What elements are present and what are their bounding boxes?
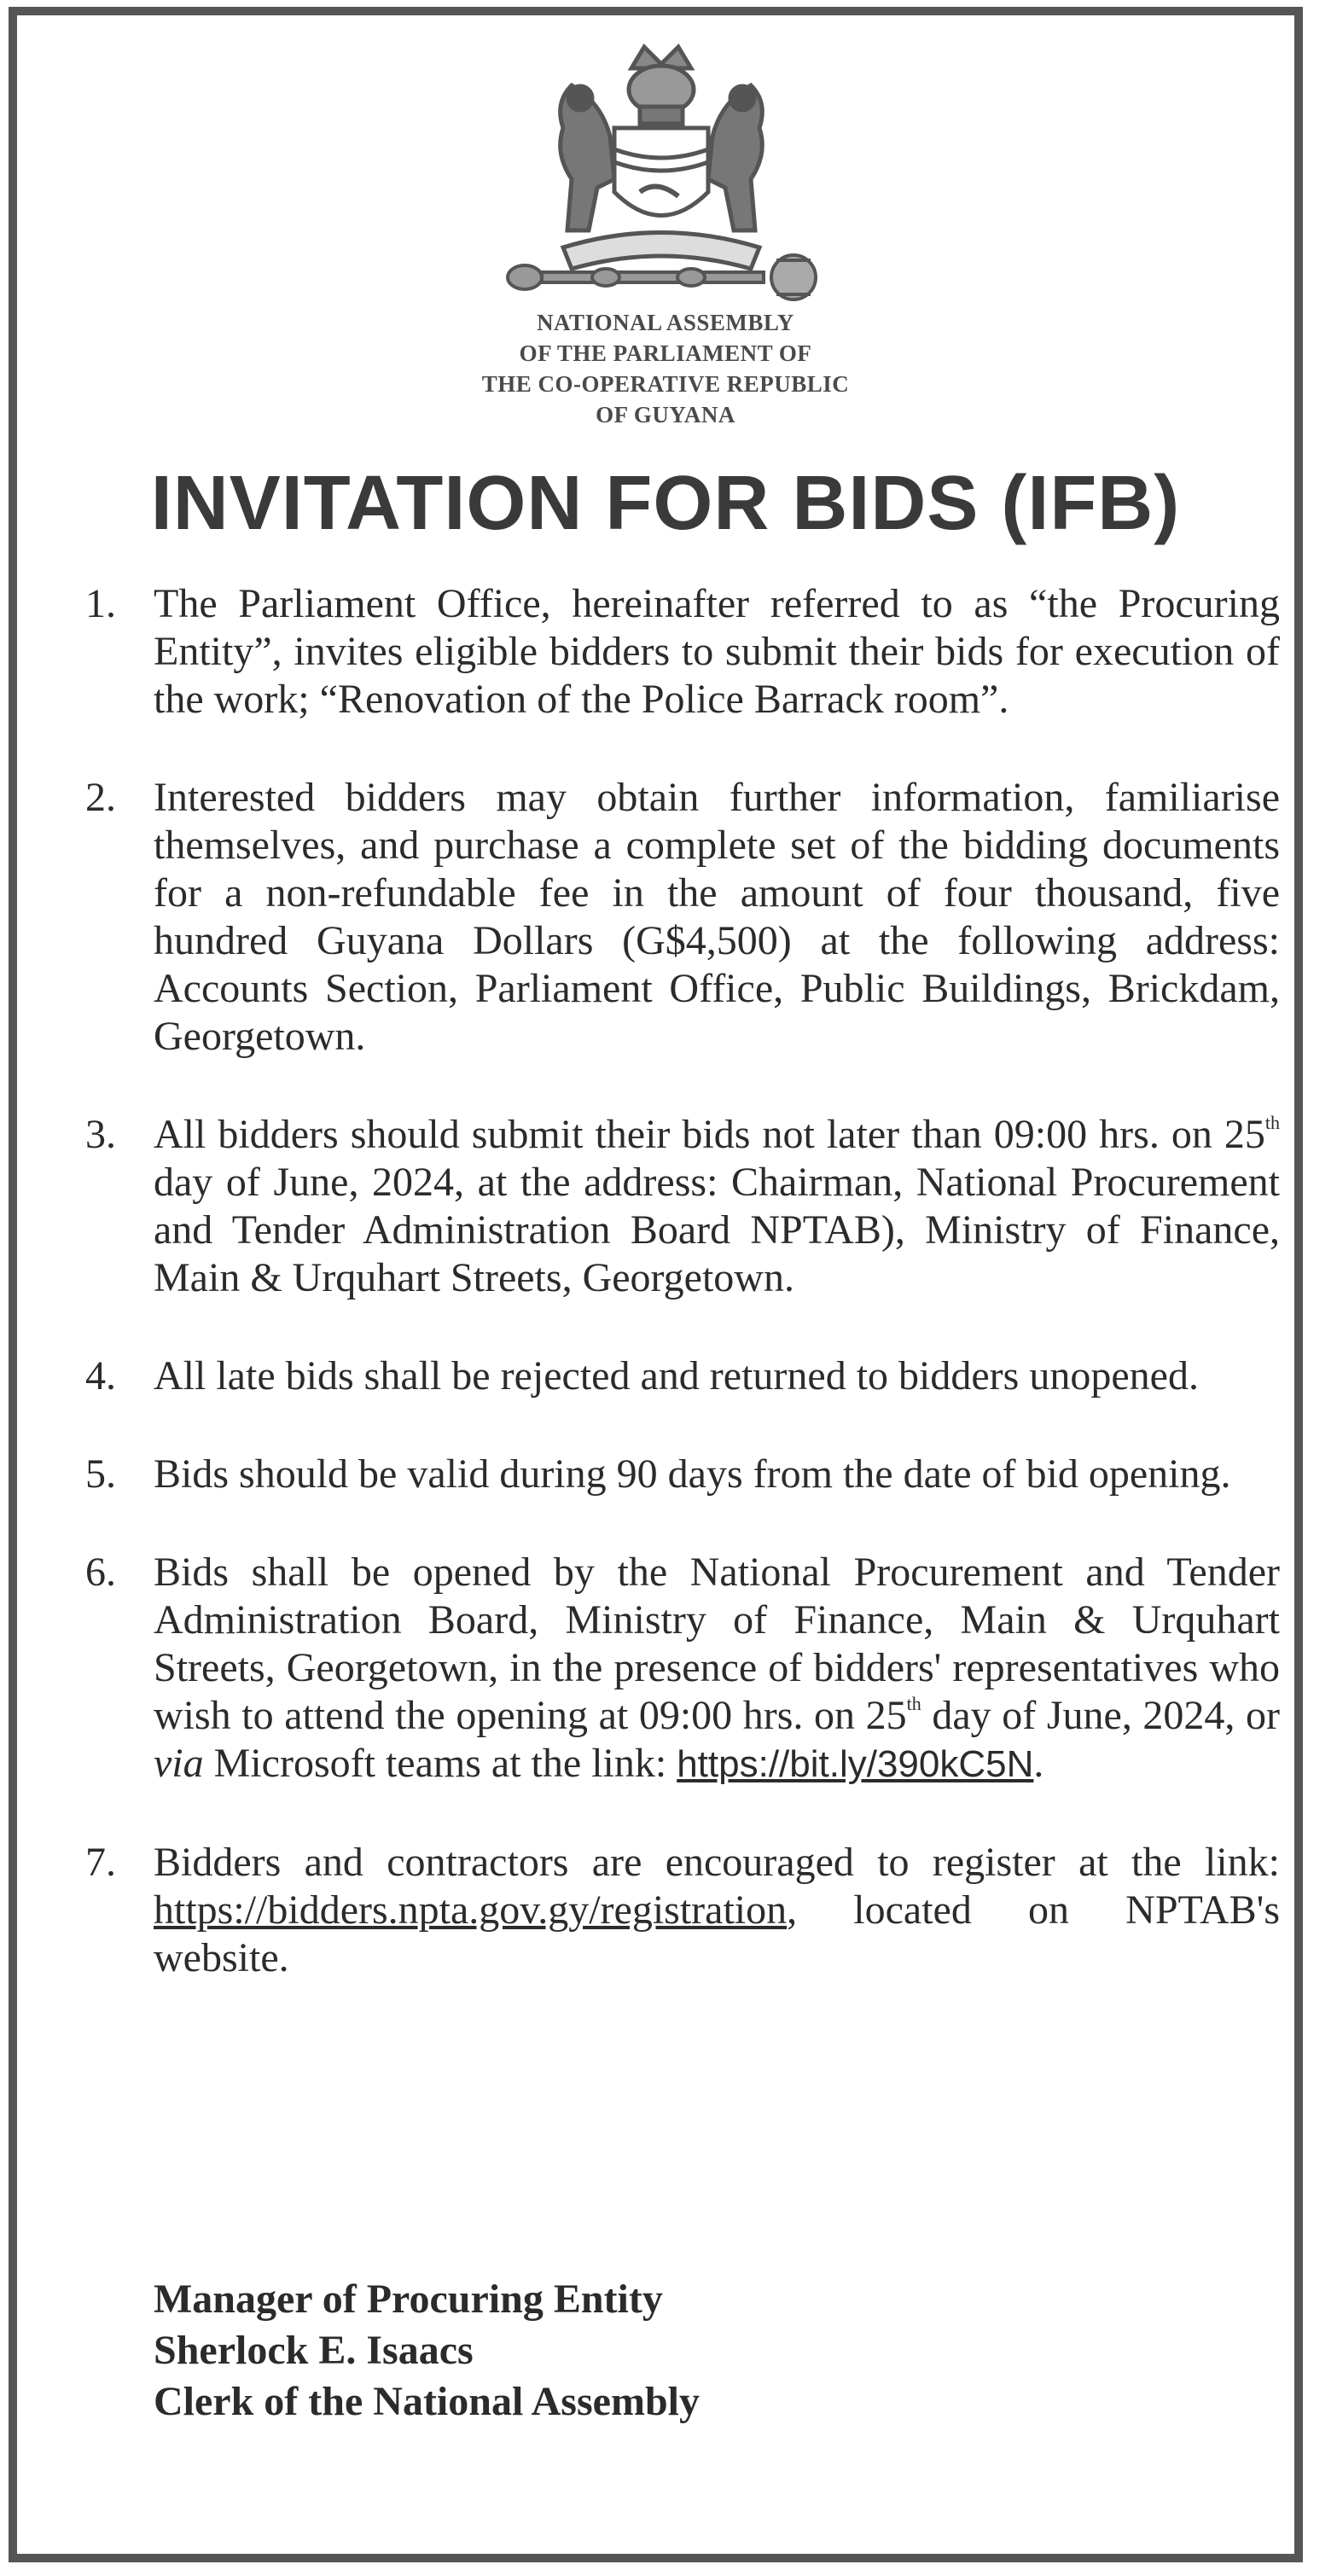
clause-text: All late bids shall be rejected and returned to bidders unopened. [154, 1353, 1199, 1398]
ordinal-suffix: th [906, 1693, 921, 1714]
clause-1 [85, 580, 1280, 724]
clause-text [154, 1549, 1280, 1788]
signature-title: Clerk of the National Assembly [154, 2379, 700, 2424]
clause-text-part: All bidders should submit their bids not later than 09:00 hrs. on 25 [154, 1112, 1265, 1157]
clause-text-part: Microsoft teams at the link: [203, 1741, 677, 1786]
clause-4 [85, 1352, 1280, 1400]
assembly-line: NATIONAL ASSEMBLY [537, 310, 794, 335]
assembly-line: THE CO-OPERATIVE REPUBLIC [481, 371, 850, 397]
clause-number: 4. [85, 1353, 116, 1398]
clause-text: Interested bidders may obtain further information, familiarise themselves, and purchase a complete set of the bidding documents for a non-refundable fee in the amount of four thousand, five hundred Guyana Dollars (G$4,500) at the following address: Accounts Section, Parliament Office, Public Buildings, Brickdam, Georgetown. [154, 775, 1280, 1059]
clause-text: Bids should be valid during 90 days from the date of bid opening. [154, 1451, 1231, 1497]
page-title: INVITATION FOR BIDS (IFB) [150, 461, 1181, 546]
clause-text-part: Bidders and contractors are encouraged to register at the link: [154, 1840, 1280, 1885]
clause-text-part: Bids shall be opened by the National Procurement and Tender Administration Board, Ministry of Finance, Main & Urquhart Streets, Georgetown, in the presence of bidders' representatives who wish to attend the opening at 09:00 hrs. on 25 [154, 1550, 1280, 1738]
clause-text: The Parliament Office, hereinafter referred to as “the Procuring Entity”, invites eligible bidders to submit their bids for execution of the work; “Renovation of the Police Barrack room”. [154, 581, 1280, 722]
clause-3 [85, 1111, 1280, 1302]
clause-6 [85, 1549, 1280, 1788]
clause-2 [85, 774, 1280, 1061]
signature-name: Sherlock E. Isaacs [154, 2328, 474, 2373]
clause-text-part: , located on NPTAB's website. [154, 1887, 1280, 1980]
mace-icon [503, 252, 836, 303]
clause-number: 5. [85, 1451, 116, 1497]
signature-block [154, 2274, 700, 2428]
clause-text [154, 1111, 1280, 1302]
clause-number: 2. [85, 775, 116, 820]
clause-number: 3. [85, 1112, 116, 1157]
clause-number: 6. [85, 1550, 116, 1595]
assembly-name [341, 307, 990, 430]
assembly-line: OF GUYANA [596, 402, 735, 427]
teams-link[interactable]: https://bit.ly/390kC5N [677, 1743, 1034, 1785]
clause-list [85, 580, 1280, 2032]
clause-7 [85, 1839, 1280, 1982]
ordinal-suffix: th [1264, 1112, 1280, 1133]
via-word: via [154, 1741, 204, 1786]
signature-role: Manager of Procuring Entity [154, 2277, 663, 2322]
registration-link[interactable]: https://bidders.npta.gov.gy/registration [154, 1887, 788, 1933]
clause-text [154, 1839, 1280, 1982]
clause-text-part: day of June, 2024, or [921, 1693, 1281, 1738]
clause-text-part: . [1033, 1741, 1044, 1786]
assembly-line: OF THE PARLIAMENT OF [519, 340, 812, 366]
clause-text-part: day of June, 2024, at the address: Chairman, National Procurement and Tender Administration Board NPTAB), Ministry of Finance, Main & Urquhart Streets, Georgetown. [154, 1160, 1280, 1300]
clause-number: 7. [85, 1840, 116, 1885]
clause-number: 1. [85, 581, 116, 626]
clause-5 [85, 1451, 1280, 1498]
